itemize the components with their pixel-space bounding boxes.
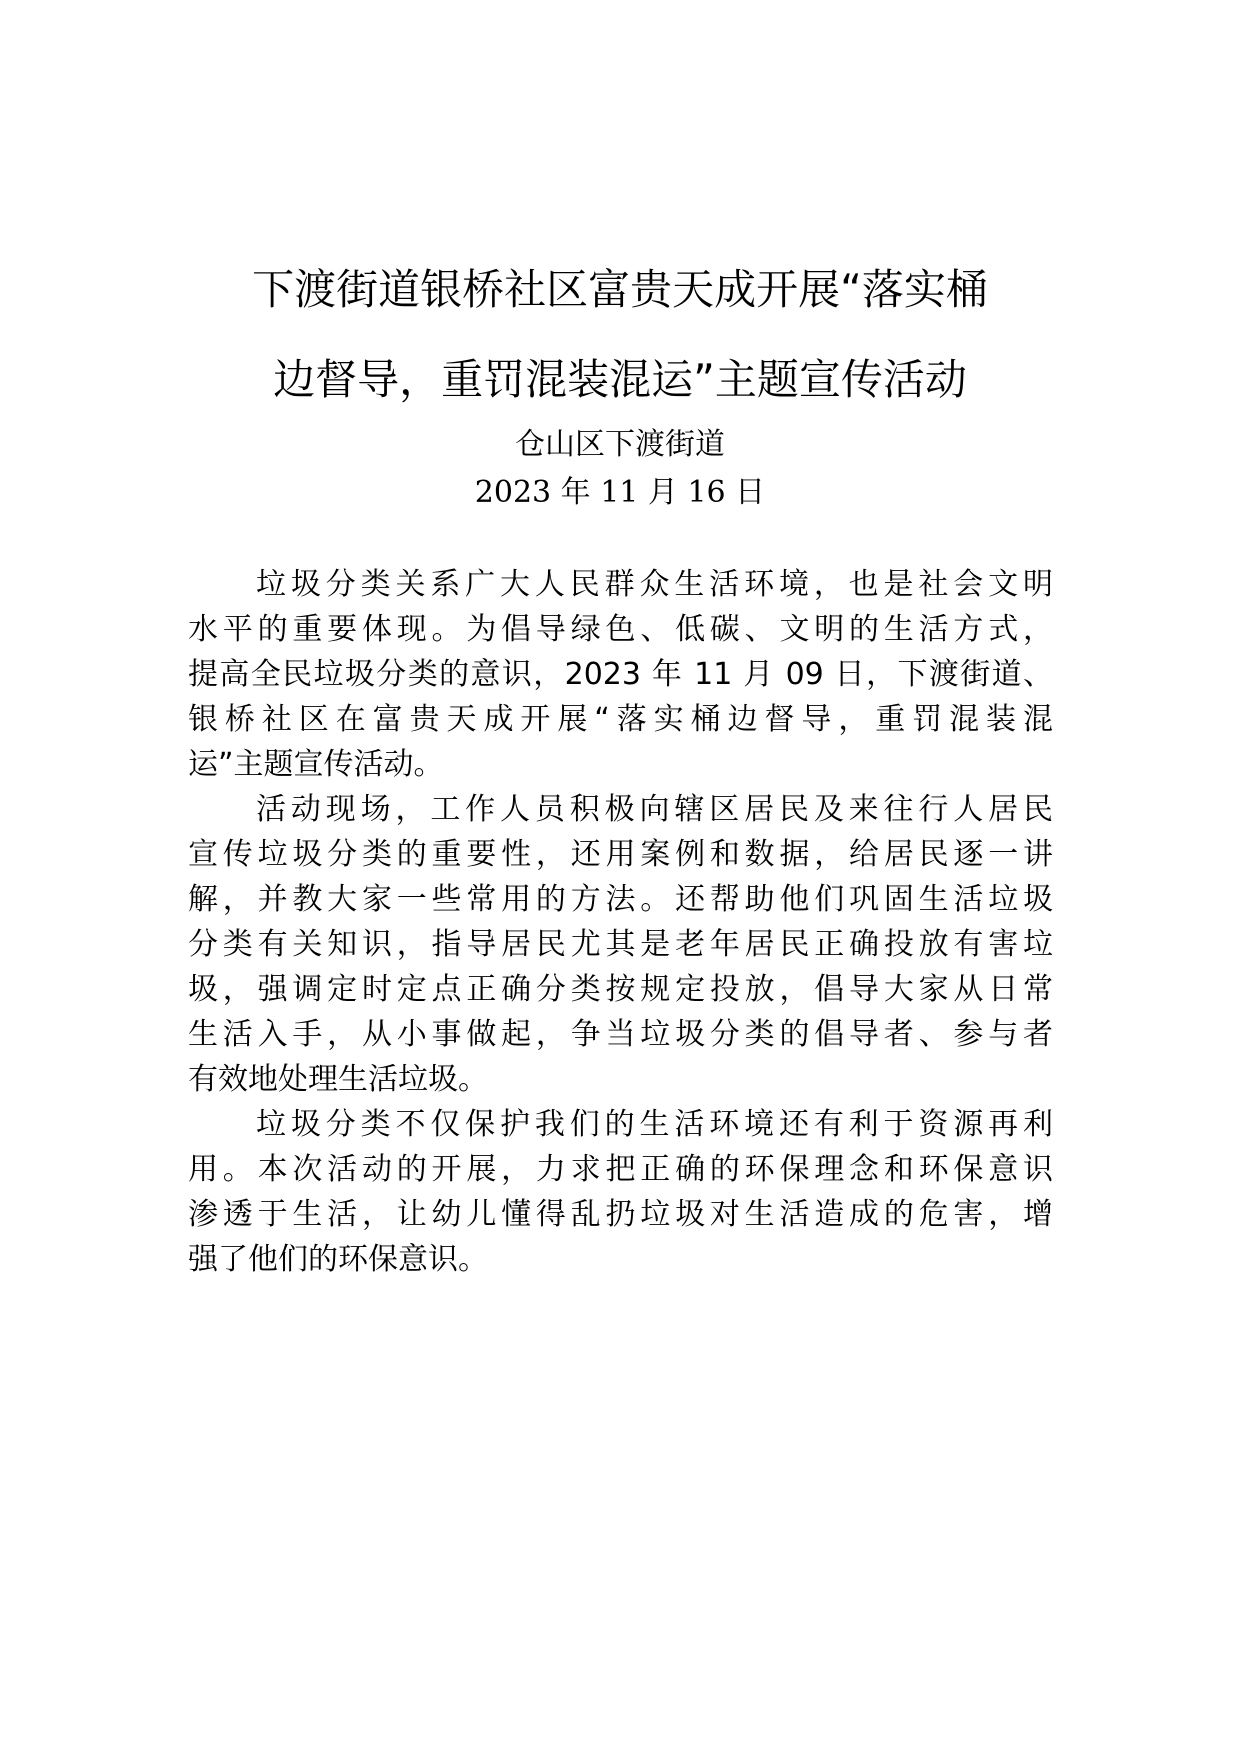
document-body <box>188 562 1053 1282</box>
paragraph-line: 解，并教大家一些常用的方法。还帮助他们巩固生活垃圾 <box>188 882 1053 917</box>
paragraph-line: 强了他们的环保意识。 <box>188 1242 488 1277</box>
document-date: 2023 年 11 月 16 日 <box>474 475 766 510</box>
paragraph-line: 运”主题宣传活动。 <box>188 747 444 782</box>
paragraph-line: 生活入手，从小事做起，争当垃圾分类的倡导者、参与者 <box>188 1017 1053 1052</box>
paragraph-line: 银桥社区在富贵天成开展“落实桶边督导，重罚混装混 <box>188 702 1053 737</box>
document-title-line-1: 下渡街道银桥社区富贵天成开展“落实桶 <box>252 265 988 314</box>
paragraph-line: 垃圾分类关系广大人民群众生活环境，也是社会文明 <box>256 567 1053 602</box>
paragraph-line: 提高全民垃圾分类的意识，2023 年 11 月 09 日，下渡街道、 <box>188 657 1053 692</box>
paragraph-line: 渗透于生活，让幼儿懂得乱扔垃圾对生活造成的危害，增 <box>188 1197 1053 1232</box>
document-title-line-2: 边督导，重罚混装混运”主题宣传活动 <box>273 355 967 404</box>
paragraph-line: 垃圾分类不仅保护我们的生活环境还有利于资源再利 <box>256 1107 1053 1142</box>
paragraph-line: 宣传垃圾分类的重要性，还用案例和数据，给居民逐一讲 <box>188 837 1053 872</box>
paragraph-line: 圾，强调定时定点正确分类按规定投放，倡导大家从日常 <box>188 972 1053 1007</box>
paragraph-line: 用。本次活动的开展，力求把正确的环保理念和环保意识 <box>188 1152 1053 1187</box>
paragraph-line: 水平的重要体现。为倡导绿色、低碳、文明的生活方式， <box>188 612 1053 647</box>
document-author: 仓山区下渡街道 <box>515 427 725 462</box>
paragraph-1 <box>188 562 1053 787</box>
paragraph-line: 活动现场，工作人员积极向辖区居民及来往行人居民 <box>256 792 1053 827</box>
paragraph-3 <box>188 1102 1053 1282</box>
paragraph-2 <box>188 787 1053 1102</box>
paragraph-line: 分类有关知识，指导居民尤其是老年居民正确投放有害垃 <box>188 927 1053 962</box>
paragraph-line: 有效地处理生活垃圾。 <box>188 1062 488 1097</box>
